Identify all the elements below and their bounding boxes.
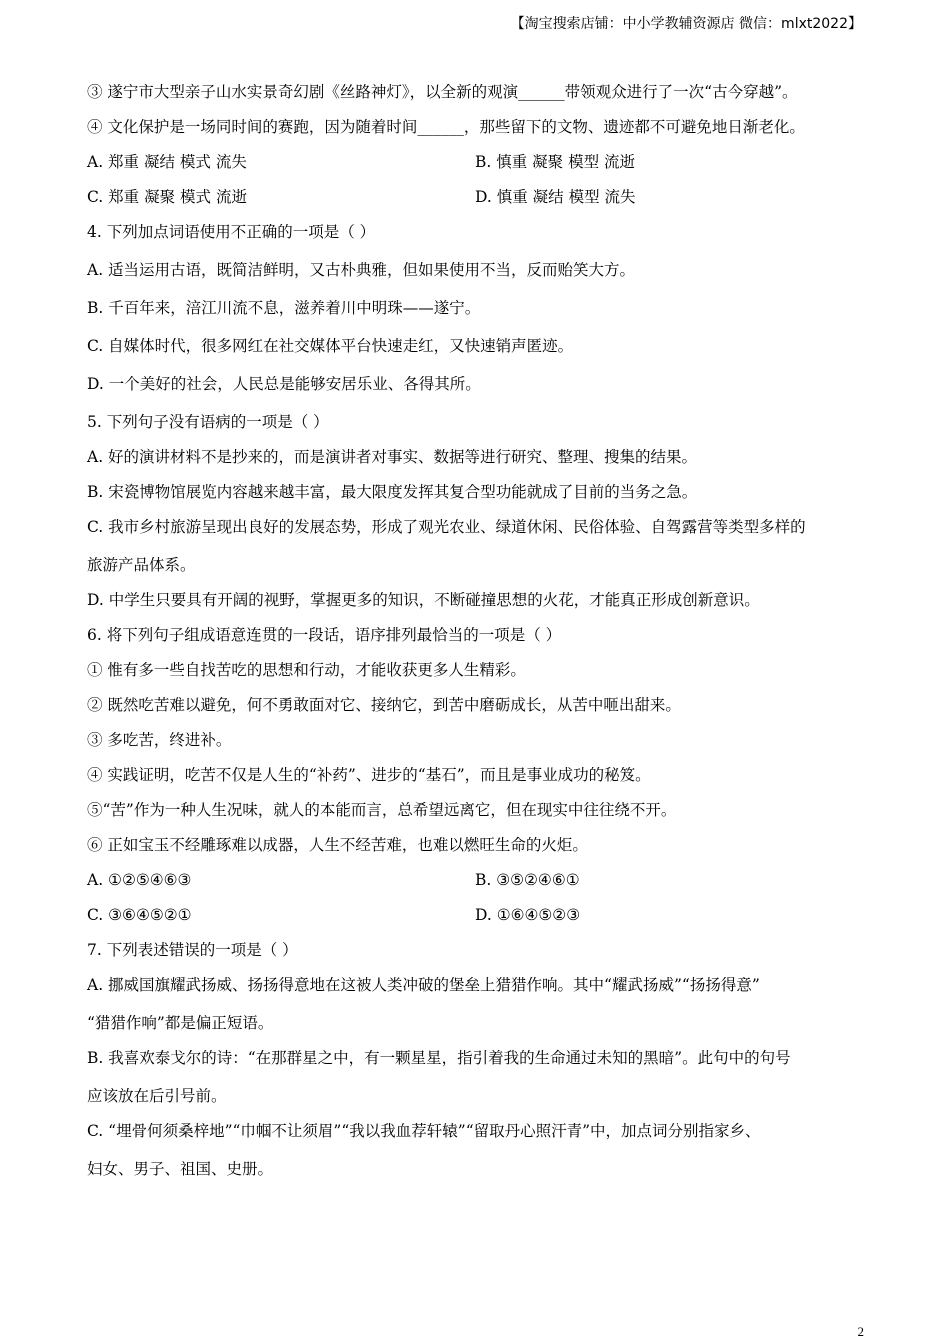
q4-option-c: C. 自媒体时代，很多网红在社交媒体平台快速走红，又快速销声匿迹。 bbox=[87, 337, 574, 355]
q7-stem: 7. 下列表述错误的一项是（ ） bbox=[87, 941, 298, 959]
q6-option-d: D. ①⑥④⑤②③ bbox=[475, 906, 581, 924]
q6-sentence-4: ④ 实践证明，吃苦不仅是人生的“补药”、进步的“基石”，而且是事业成功的秘笈。 bbox=[87, 766, 651, 784]
q5-option-c-line-2: 旅游产品体系。 bbox=[87, 556, 196, 574]
q5-option-c-line-1: C. 我市乡村旅游呈现出良好的发展态势，形成了观光农业、绿道休闲、民俗体验、自驾露营等类型多样的 bbox=[87, 518, 806, 536]
q3-option-c: C. 郑重 凝聚 模式 流逝 bbox=[87, 188, 247, 206]
q7-option-a-line-1: A. 挪威国旗耀武扬威、扬扬得意地在这被人类冲破的堡垒上猎猎作响。其中“耀武扬威”“扬扬得意” bbox=[87, 976, 760, 994]
q7-option-a-line-2: “猎猎作响”都是偏正短语。 bbox=[87, 1014, 274, 1032]
q6-stem: 6. 将下列句子组成语意连贯的一段话，语序排列最恰当的一项是（ ） bbox=[87, 626, 562, 644]
q6-sentence-3: ③ 多吃苦，终进补。 bbox=[87, 731, 232, 749]
q7-option-b-line-2: 应该放在后引号前。 bbox=[87, 1087, 227, 1105]
q4-option-d: D. 一个美好的社会，人民总是能够安居乐业、各得其所。 bbox=[87, 375, 481, 393]
q4-stem: 4. 下列加点词语使用不正确的一项是（ ） bbox=[87, 223, 376, 241]
q3-options-row-1 bbox=[87, 148, 877, 183]
q6-option-c: C. ③⑥④⑤②① bbox=[87, 906, 192, 924]
q6-option-a: A. ①②⑤④⑥③ bbox=[87, 871, 192, 889]
q5-option-b: B. 宋瓷博物馆展览内容越来越丰富，最大限度发挥其复合型功能就成了目前的当务之急。 bbox=[87, 483, 698, 501]
q4-option-a: A. 适当运用古语，既简洁鲜明，又古朴典雅，但如果使用不当，反而贻笑大方。 bbox=[87, 261, 636, 279]
q6-sentence-2: ② 既然吃苦难以避免，何不勇敢面对它、接纳它，到苦中磨砺成长，从苦中咂出甜来。 bbox=[87, 696, 681, 714]
q3-option-d: D. 慎重 凝结 模型 流失 bbox=[475, 188, 636, 206]
page-number: 2 bbox=[857, 1324, 864, 1339]
q6-sentence-1: ① 惟有多一些自找苦吃的思想和行动，才能收获更多人生精彩。 bbox=[87, 661, 526, 679]
q5-stem: 5. 下列句子没有语病的一项是（ ） bbox=[87, 413, 329, 431]
q6-options-row-2 bbox=[87, 901, 877, 936]
q3-sentence-3: ③ 遂宁市大型亲子山水实景奇幻剧《丝路神灯》，以全新的观演______带领观众进行了一次“古今穿越”。 bbox=[87, 83, 798, 101]
q5-option-d: D. 中学生只要具有开阔的视野，掌握更多的知识，不断碰撞思想的火花，才能真正形成创新意识。 bbox=[87, 591, 760, 609]
q7-option-c-line-1: C. “埋骨何须桑梓地”“巾帼不让须眉”“我以我血荐轩辕”“留取丹心照汗青”中，加点词分别指家乡、 bbox=[87, 1122, 761, 1140]
page-header: 【淘宝搜索店铺：中小学教辅资源店 微信：mlxt2022】 bbox=[510, 16, 862, 32]
q6-sentence-5: ⑤“苦”作为一种人生况味，就人的本能而言，总希望远离它，但在现实中往往绕不开。 bbox=[87, 801, 677, 819]
q5-option-a: A. 好的演讲材料不是抄来的，而是演讲者对事实、数据等进行研究、整理、搜集的结果。 bbox=[87, 448, 698, 466]
q6-options-row-1 bbox=[87, 866, 877, 901]
q3-sentence-4: ④ 文化保护是一场同时间的赛跑，因为随着时间______，那些留下的文物、遗迹都不可避免地日渐老化。 bbox=[87, 118, 805, 136]
q3-option-b: B. 慎重 凝聚 模型 流逝 bbox=[475, 153, 636, 171]
q6-sentence-6: ⑥ 正如宝玉不经雕琢难以成器，人生不经苦难，也难以燃旺生命的火炬。 bbox=[87, 836, 588, 854]
q3-options-row-2 bbox=[87, 183, 877, 218]
q6-option-b: B. ③⑤②④⑥① bbox=[475, 871, 580, 889]
q4-option-b: B. 千百年来，涪江川流不息，滋养着川中明珠——遂宁。 bbox=[87, 299, 481, 317]
q7-option-b-line-1: B. 我喜欢泰戈尔的诗：“在那群星之中，有一颗星星，指引着我的生命通过未知的黑暗”。此句中的句号 bbox=[87, 1049, 791, 1067]
document-body bbox=[87, 78, 877, 1190]
q7-option-c-line-2: 妇女、男子、祖国、史册。 bbox=[87, 1160, 274, 1178]
q3-option-a: A. 郑重 凝结 模式 流失 bbox=[87, 153, 247, 171]
